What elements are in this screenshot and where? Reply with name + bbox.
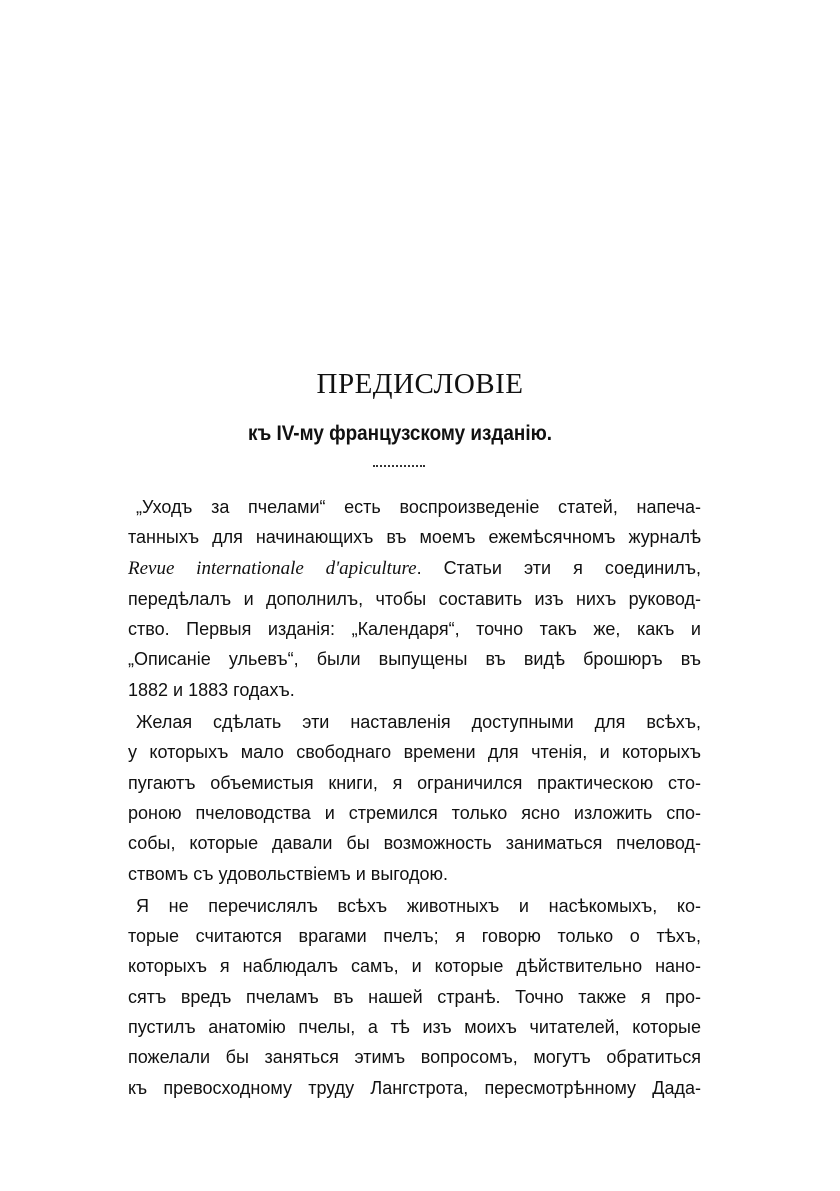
text-line: Желая сдѣлать эти наставленія доступными для всѣхъ, [136, 712, 701, 733]
text-line: роною пчеловодства и стремился только ясно изложить спо- [128, 802, 701, 823]
text-line: „Описаніе ульевъ“, были выпущены въ видѣ брошюръ въ [128, 649, 701, 670]
text-line: ствомъ съ удовольствіемъ и выгодою. [128, 863, 449, 884]
text-line: которыхъ я наблюдалъ самъ, и которые дѣйствительно нано- [128, 956, 701, 977]
page-title: ПРЕДИСЛОВІЕ [316, 368, 524, 400]
text-line: передѣлалъ и дополнилъ, чтобы составить изъ нихъ руковод- [128, 588, 701, 609]
text-line: Я не перечислялъ всѣхъ животныхъ и насѣкомыхъ, ко- [136, 895, 701, 916]
paragraph-3 [128, 891, 701, 1103]
text-line: танныхъ для начинающихъ въ моемъ ежемѣсячномъ журналѣ [128, 527, 701, 548]
text-line: пугаютъ объемистыя книги, я ограничился практическою сто- [128, 772, 701, 793]
paragraph-2 [128, 707, 701, 889]
text-line-with-journal-title: Revue internationale d'apiculture. Статьи эти я соединилъ, [128, 557, 702, 579]
text-line: у которыхъ мало свободнаго времени для чтенія, и которыхъ [128, 742, 701, 763]
text-line: собы, которые давали бы возможность заниматься пчеловод- [128, 833, 701, 854]
journal-title: Revue internationale d'apiculture [128, 557, 417, 579]
text-line: 1882 и 1883 годахъ. [128, 679, 295, 700]
page-subtitle: къ IV-му французскому изданію. [247, 422, 553, 445]
text-line: ство. Первыя изданія: „Календаря“, точно такъ же, какъ и [128, 619, 701, 640]
text-line: сятъ вредъ пчеламъ въ нашей странѣ. Точно также я про- [128, 986, 701, 1007]
paragraph-1 [128, 492, 701, 705]
text-line: „Уходъ за пчелами“ есть воспроизведеніе статей, напеча- [136, 497, 701, 517]
text-line: торые считаются врагами пчелъ; я говорю только о тѣхъ, [128, 926, 701, 947]
text-line: пожелали бы заняться этимъ вопросомъ, могутъ обратиться [128, 1047, 701, 1068]
preface-body [128, 492, 701, 1103]
decorative-divider [373, 465, 425, 471]
text-line: къ превосходному труду Лангстрота, пересмотрѣнному Дада- [128, 1077, 701, 1098]
text-line: пустилъ анатомію пчелы, а тѣ изъ моихъ читателей, которые [128, 1017, 701, 1038]
